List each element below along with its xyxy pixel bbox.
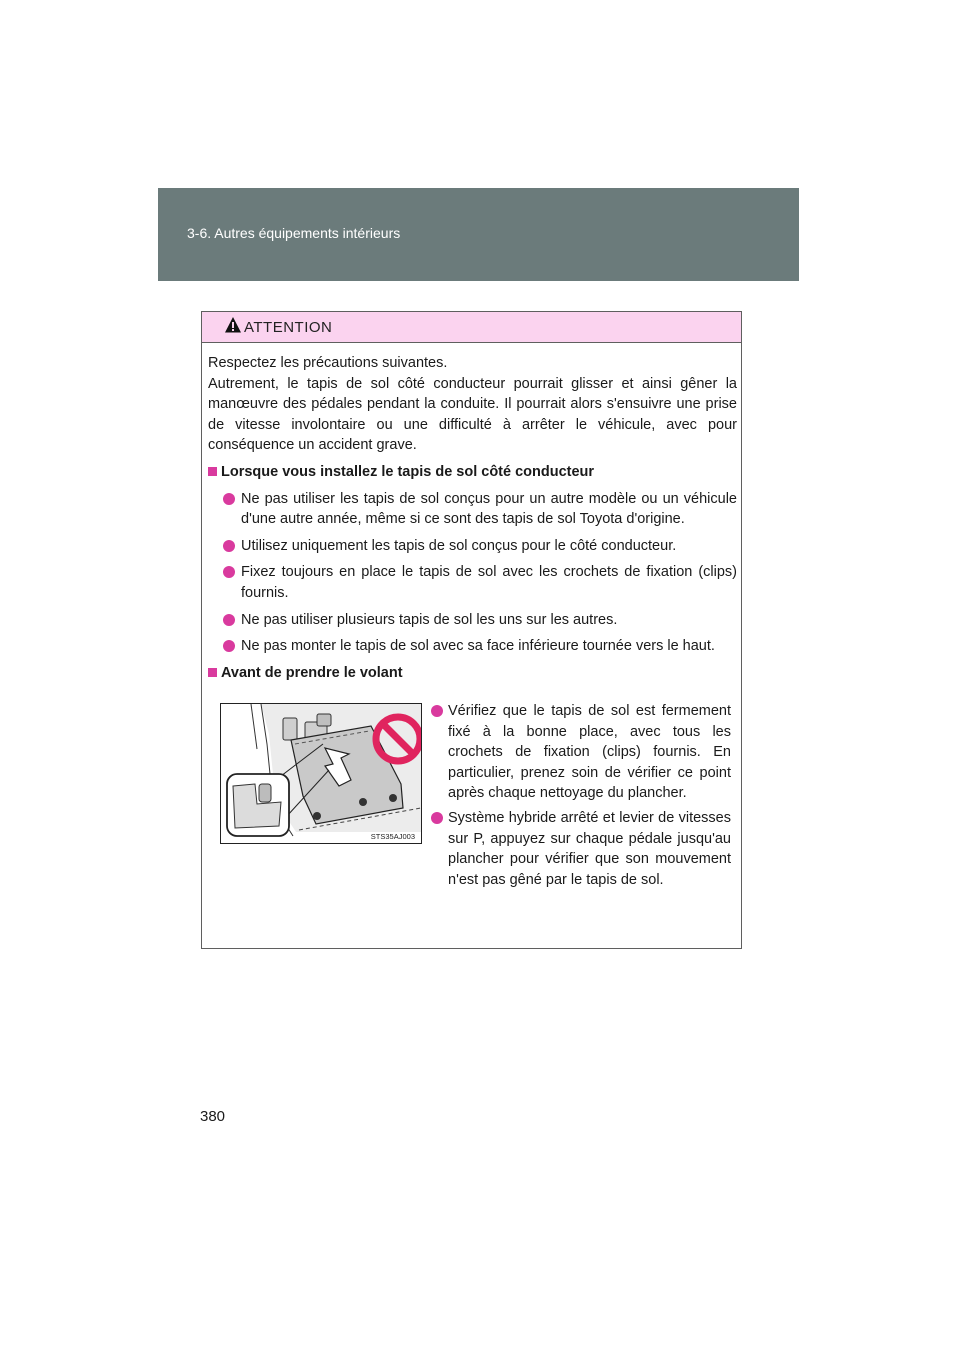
right-column	[431, 697, 731, 890]
list-item-text: Vérifiez que le tapis de sol est fermement fixé à la bonne place, avec tous les crochets de fixation (clips) fournis. En particulier, prenez soin de vérifier ce point après chaque nettoyage du plancher.	[448, 703, 731, 802]
list-item-text: Ne pas monter le tapis de sol avec sa face inférieure tournée vers le haut.	[241, 638, 715, 655]
floor-mat-illustration	[220, 703, 422, 844]
square-bullet-icon	[208, 467, 217, 476]
warning-triangle-icon	[224, 316, 242, 334]
list-item-text: Système hybride arrêté et levier de vitesses sur P, appuyez sur chaque pédale jusqu'au plancher pour vérifier que son mouvement n'est pas gêné par le tapis de sol.	[448, 809, 731, 888]
intro-line-1: Respectez les précautions suivantes.	[208, 355, 448, 371]
round-bullet-icon	[223, 640, 235, 652]
list-item	[431, 701, 731, 804]
round-bullet-icon	[431, 705, 443, 717]
warning-body	[208, 353, 737, 683]
section-heading-before-driving	[208, 663, 737, 684]
section-title: 3-6. Autres équipements intérieurs	[187, 225, 401, 241]
list-item-text: Utilisez uniquement les tapis de sol conçus pour le côté conducteur.	[241, 537, 677, 554]
list-item-text: Ne pas utiliser les tapis de sol conçus pour un autre modèle ou un véhicule d'une autre année, même si ce sont des tapis de sol Toyota d'origine.	[241, 490, 737, 528]
chapter-header	[158, 188, 799, 281]
list-item-text: Fixez toujours en place le tapis de sol avec les crochets de fixation (clips) fournis.	[241, 564, 737, 601]
intro-paragraph: Autrement, le tapis de sol côté conducteur pourrait glisser et ainsi gêner la manœuvre des pédales pendant la conduite. Il pourrait alors s'ensuivre une prise de vitesse involontaire ou une difficulté à arrêter le véhicule, avec pour conséquence un accident grave.	[208, 375, 737, 454]
section-heading-text: Avant de prendre le volant	[221, 664, 403, 681]
illustration-code: STS35AJ003	[370, 832, 415, 841]
square-bullet-icon	[208, 668, 217, 677]
list-item	[208, 636, 737, 657]
round-bullet-icon	[223, 614, 235, 626]
round-bullet-icon	[223, 540, 235, 552]
page-number: 380	[200, 1108, 226, 1125]
round-bullet-icon	[223, 493, 235, 505]
list-item	[208, 489, 737, 530]
section-heading-install	[208, 462, 737, 483]
list-item	[208, 562, 737, 603]
list-item	[208, 610, 737, 631]
round-bullet-icon	[431, 812, 443, 824]
prohibition-icon	[371, 712, 422, 766]
warning-title: ATTENTION	[244, 319, 333, 336]
list-item-text: Ne pas utiliser plusieurs tapis de sol les uns sur les autres.	[241, 611, 618, 628]
section-heading-text: Lorsque vous installez le tapis de sol côté conducteur	[221, 463, 595, 480]
list-item	[431, 808, 731, 890]
warning-header	[202, 312, 741, 343]
list-item	[208, 536, 737, 557]
round-bullet-icon	[223, 566, 235, 578]
